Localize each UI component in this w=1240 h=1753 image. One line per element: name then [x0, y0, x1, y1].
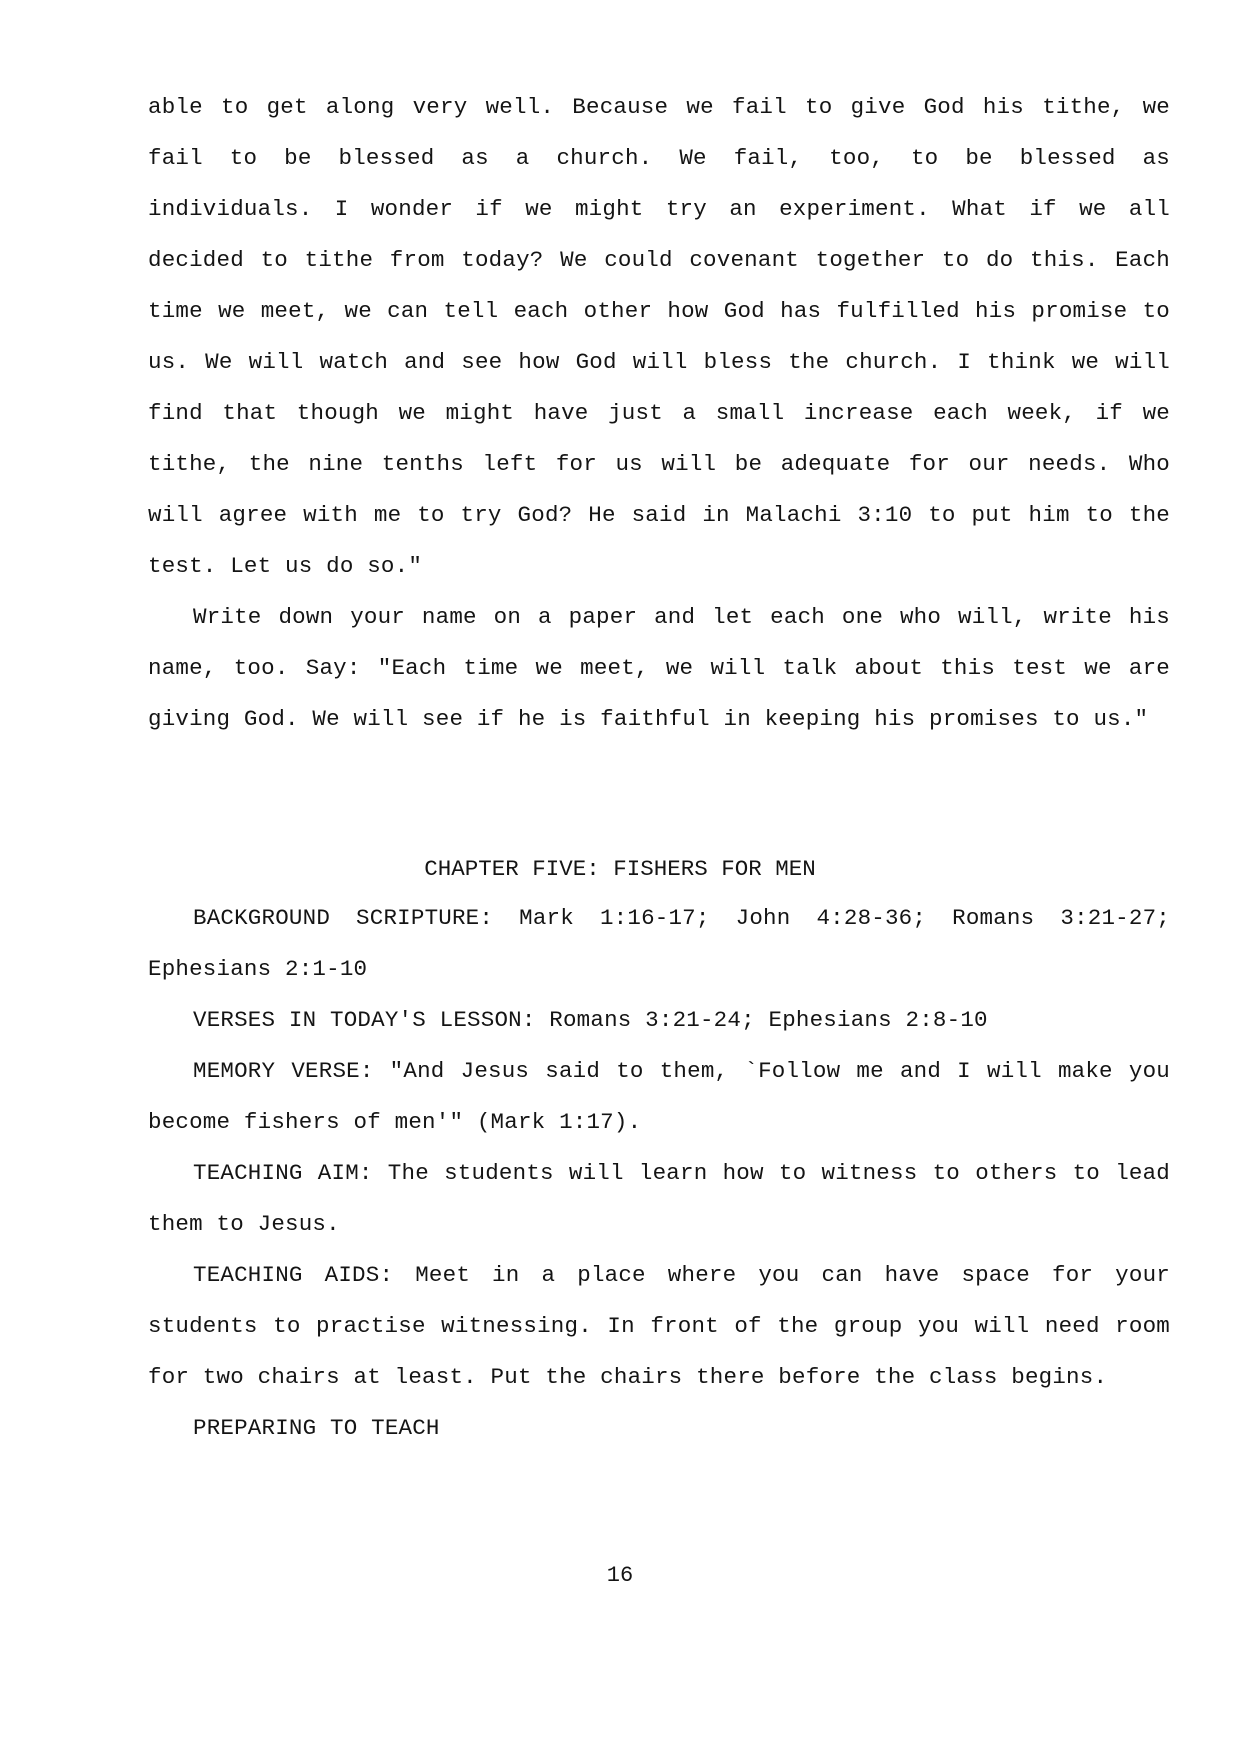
teaching-aids: TEACHING AIDS: Meet in a place where you can have space for your students to practise witnessing. In front of the group you will need room for two chairs at least. Put the chairs there before the class begins.: [148, 1262, 1170, 1390]
page-number: 16: [606, 1563, 634, 1588]
teaching-aim: TEACHING AIM: The students will learn how to witness to others to lead them to Jesus.: [148, 1160, 1170, 1237]
verses-in-lesson: VERSES IN TODAY'S LESSON: Romans 3:21-24; Ephesians 2:8-10: [193, 1007, 988, 1033]
background-scripture: BACKGROUND SCRIPTURE: Mark 1:16-17; John 4:28-36; Romans 3:21-27; Ephesians 2:1-10: [148, 905, 1170, 982]
instruction-paragraph: Write down your name on a paper and let each one who will, write his name, too. Say: "Each time we meet, we will talk about this test we are giving God. We will see if he is faithful in keeping his promises to us.": [148, 604, 1170, 732]
body-text-top: [148, 82, 1170, 745]
chapter-heading: CHAPTER FIVE: FISHERS FOR MEN: [424, 856, 816, 882]
memory-verse: MEMORY VERSE: "And Jesus said to them, `Follow me and I will make you become fishers of men'" (Mark 1:17).: [148, 1058, 1170, 1135]
lesson-details: [148, 893, 1170, 1454]
continuation-paragraph: able to get along very well. Because we fail to give God his tithe, we fail to be blessed as a church. We fail, too, to be blessed as individuals. I wonder if we might try an experiment. What if we all decided to tithe from today? We could covenant together to do this. Each time we meet, we can tell each other how God has fulfilled his promise to us. We will watch and see how God will bless the church. I think we will find that though we might have just a small increase each week, if we tithe, the nine tenths left for us will be adequate for our needs. Who will agree with me to try God? He said in Malachi 3:10 to put him to the test. Let us do so.": [148, 94, 1170, 579]
preparing-heading: PREPARING TO TEACH: [193, 1415, 440, 1441]
